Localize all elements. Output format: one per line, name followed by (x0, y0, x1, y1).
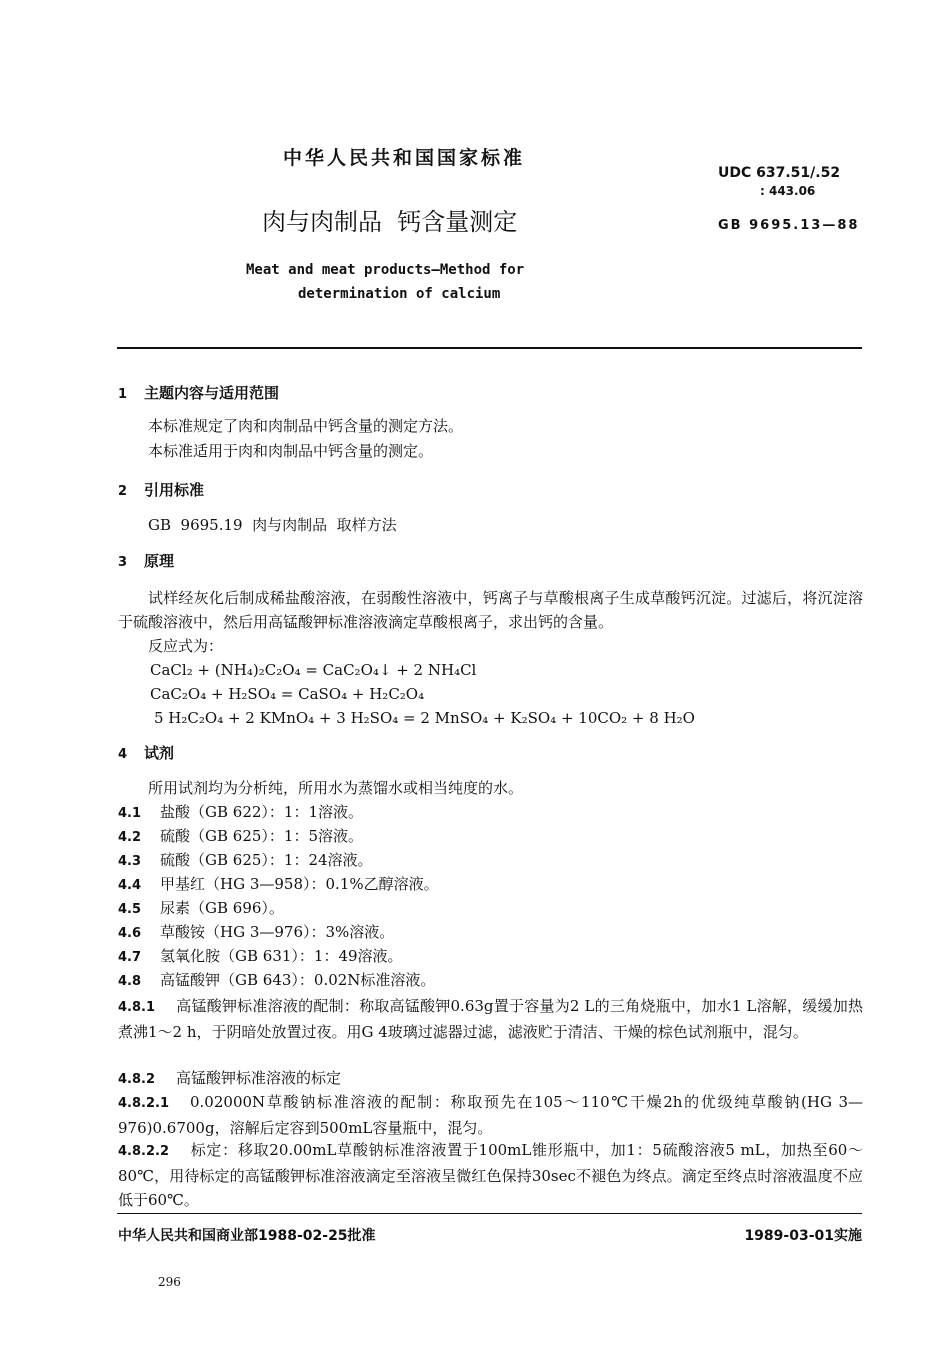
reagents-intro: 所用试剂均为分析纯，所用水为蒸馏水或相当纯度的水。 (148, 779, 524, 797)
subsection-text: 标定：移取20.00mL草酸钠标准溶液置于100mL锥形瓶中，加1：5硫酸溶液5 mL，加热至60～80℃，用待标定的高锰酸钾标准溶液滴定至溶液呈微红色保持30sec不褪色为终点。滴定至终点时溶液温度不应低于60℃。 (118, 1141, 863, 1209)
udc-code-line2: : 443.06 (760, 184, 816, 198)
footer-divider (117, 1213, 862, 1214)
reagent-number: 4.7 (118, 950, 142, 965)
equation-1: CaCl₂ + (NH₄)₂C₂O₄ = CaC₂O₄↓ + 2 NH₄Cl (150, 661, 477, 679)
approval-date: 中华人民共和国商业部1988-02-25批准 (118, 1228, 376, 1244)
subsection-number: 4.8.2.1 (118, 1096, 169, 1111)
section-1-line2: 本标准适用于肉和肉制品中钙含量的测定。 (148, 442, 434, 460)
udc-code-line1: UDC 637.51/.52 (718, 165, 841, 181)
reagent-item (118, 800, 363, 826)
reagent-text: 草酸铵（HG 3—976）：3%溶液。 (160, 923, 395, 941)
header-divider (117, 347, 862, 349)
section-1-heading (118, 382, 279, 403)
section-number: 3 (118, 555, 128, 570)
section-3-heading (118, 550, 174, 571)
section-4-heading (118, 742, 174, 763)
effective-date: 1989-03-01实施 (744, 1228, 862, 1244)
section-2-heading (118, 479, 204, 500)
subsection-number: 4.8.2 (118, 1072, 156, 1087)
subsection-4-8-2 (118, 1066, 341, 1092)
reagent-text: 盐酸（GB 622）：1：1溶液。 (160, 803, 363, 821)
subsection-4-8-2-1 (118, 1090, 863, 1140)
equation-2: CaC₂O₄ + H₂SO₄ = CaSO₄ + H₂C₂O₄ (150, 685, 425, 703)
reagent-item (118, 944, 403, 970)
page-number: 296 (158, 1275, 181, 1289)
reagent-item (118, 848, 373, 874)
section-title: 主题内容与适用范围 (144, 384, 280, 402)
document-title-en-line1: Meat and meat products—Method for (246, 262, 525, 278)
gb-standard-code: GB 9695.13—88 (718, 218, 860, 233)
reagent-text: 尿素（GB 696）。 (160, 899, 284, 917)
reagent-number: 4.3 (118, 854, 142, 869)
reagent-number: 4.8 (118, 974, 142, 989)
subsection-4-8-1 (118, 994, 863, 1044)
section-title: 引用标准 (144, 481, 205, 499)
reagent-text: 氢氧化胺（GB 631）：1：49溶液。 (160, 947, 403, 965)
reagent-item (118, 824, 363, 850)
reagent-text: 硫酸（GB 625）：1：24溶液。 (160, 851, 373, 869)
subsection-number: 4.8.2.2 (118, 1144, 169, 1159)
reagent-number: 4.1 (118, 806, 142, 821)
principle-paragraph: 试样经灰化后制成稀盐酸溶液，在弱酸性溶液中，钙离子与草酸根离子生成草酸钙沉淀。过滤后，将沉淀溶于硫酸溶液中，然后用高锰酸钾标准溶液滴定草酸根离子，求出钙的含量。 (118, 589, 863, 631)
section-number: 4 (118, 747, 128, 762)
reagent-number: 4.6 (118, 926, 142, 941)
equation-3: 5 H₂C₂O₄ + 2 KMnO₄ + 3 H₂SO₄ = 2 MnSO₄ + K₂SO₄ + 10CO₂ + 8 H₂O (154, 709, 695, 727)
reagent-item (118, 896, 284, 922)
subsection-4-8-2-2 (118, 1138, 863, 1212)
document-title-en-line2: determination of calcium (298, 286, 501, 302)
reaction-label: 反应式为： (148, 637, 224, 655)
document-title-cn: 肉与肉制品 钙含量测定 (262, 208, 518, 236)
section-number: 2 (118, 484, 128, 499)
subsection-text: 0.02000N草酸钠标准溶液的配制：称取预先在105～110℃干燥2h的优级纯草酸钠(HG 3—976)0.6700g，溶解后定容到500mL容量瓶中，混匀。 (118, 1093, 863, 1137)
reagent-number: 4.5 (118, 902, 142, 917)
section-title: 原理 (144, 552, 175, 570)
reagent-text: 甲基红（HG 3—958）：0.1%乙醇溶液。 (160, 875, 439, 893)
reagent-text: 硫酸（GB 625）：1：5溶液。 (160, 827, 363, 845)
section-1-line1: 本标准规定了肉和肉制品中钙含量的测定方法。 (148, 417, 464, 435)
subsection-text: 高锰酸钾标准溶液的标定 (176, 1069, 342, 1087)
reagent-item (118, 920, 394, 946)
reagent-number: 4.2 (118, 830, 142, 845)
reagent-text: 高锰酸钾（GB 643）：0.02N标准溶液。 (160, 971, 436, 989)
reagent-number: 4.4 (118, 878, 142, 893)
subsection-number: 4.8.1 (118, 1000, 156, 1015)
section-2-reference: GB 9695.19 肉与肉制品 取样方法 (148, 516, 397, 534)
reagent-item (118, 872, 439, 898)
section-number: 1 (118, 387, 128, 402)
subsection-text: 高锰酸钾标准溶液的配制：称取高锰酸钾0.63g置于容量为2 L的三角烧瓶中，加水1 L溶解，缓缓加热煮沸1～2 h，于阴暗处放置过夜。用G 4玻璃过滤器过滤，滤液贮于清洁、干燥的棕色试剂瓶中，混匀。 (118, 997, 863, 1041)
section-title: 试剂 (144, 744, 175, 762)
national-standard-heading: 中华人民共和国国家标准 (283, 147, 526, 169)
reagent-item (118, 968, 435, 994)
